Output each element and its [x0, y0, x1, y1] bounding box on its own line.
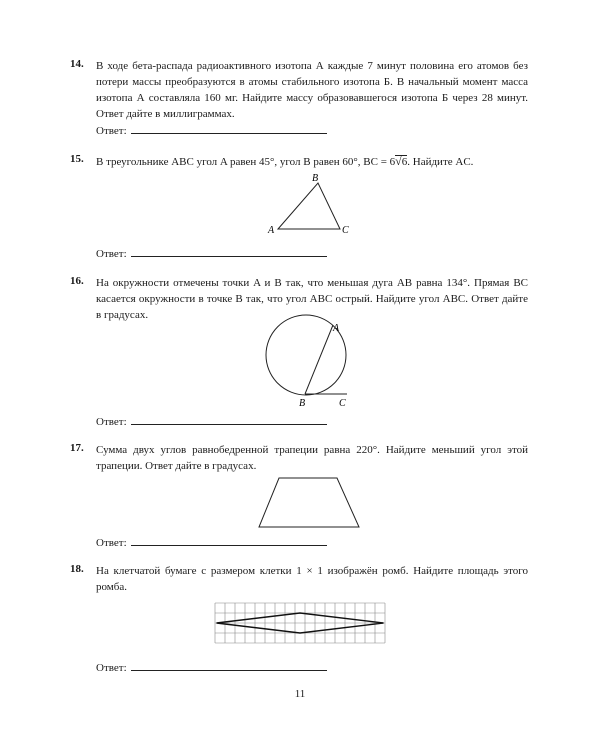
problem-number: 17. [70, 442, 84, 454]
trapezoid-figure [255, 476, 365, 530]
sqrt-radicand: √6 [395, 154, 408, 168]
problem-text: На окружности отмечены точки A и B так, что меньшая дуга AB равна 134°. Прямая BC касается окружности в точке B так, что угол ABC острый. Найдите угол ABC. Ответ дайте в градусах. [96, 277, 528, 321]
problem-number: 14. [70, 58, 84, 70]
circle-figure [255, 313, 365, 413]
answer-row [96, 415, 327, 428]
vertex-label-a: A [268, 225, 275, 236]
problem-text: В ходе бета-распада радиоактивного изотопа А каждые 7 минут половина его атомов без потери массы преобразуются в атомы стабильного изотопа Б. В начальный момент масса изотопа А составляла 160 мг. Найдите массу образовавшегося изотопа Б через 28 минут. Ответ дайте в миллиграммах. [96, 60, 528, 120]
answer-field[interactable] [131, 415, 327, 425]
answer-row [96, 124, 327, 137]
answer-row [96, 247, 327, 260]
triangle-figure [260, 173, 360, 239]
answer-field[interactable] [131, 247, 327, 257]
problem-number: 16. [70, 275, 84, 287]
triangle-abc [278, 183, 340, 229]
answer-row [96, 536, 327, 549]
page-number: 11 [294, 688, 306, 700]
answer-field[interactable] [131, 536, 327, 546]
answer-label: Ответ: [96, 662, 127, 674]
point-label-c: C [339, 398, 346, 409]
answer-field[interactable] [131, 124, 327, 134]
vertex-label-c: C [342, 225, 349, 236]
answer-field[interactable] [131, 661, 327, 671]
problem-text: Сумма двух углов равнобедренной трапеции равна 220°. Найдите меньший угол этой трапеции. Ответ дайте в градусах. [96, 444, 528, 472]
answer-row [96, 661, 327, 674]
point-label-b: B [299, 398, 306, 409]
answer-label: Ответ: [96, 125, 127, 137]
problem-number: 15. [70, 153, 84, 165]
grid-figure [214, 601, 386, 649]
trapezoid [259, 478, 359, 527]
problem-text: В треугольнике ABC угол A равен 45°, угол B равен 60°, BC = 6√6. Найдите AC. [96, 154, 474, 168]
answer-label: Ответ: [96, 416, 127, 428]
chord-ab [305, 325, 333, 394]
answer-label: Ответ: [96, 537, 127, 549]
problem-text: На клетчатой бумаге с размером клетки 1 × 1 изображён ромб. Найдите площадь этого ромба. [96, 565, 528, 593]
problem-number: 18. [70, 563, 84, 575]
answer-label: Ответ: [96, 248, 127, 260]
vertex-label-b: B [312, 173, 319, 184]
point-label-a: A [333, 323, 340, 334]
